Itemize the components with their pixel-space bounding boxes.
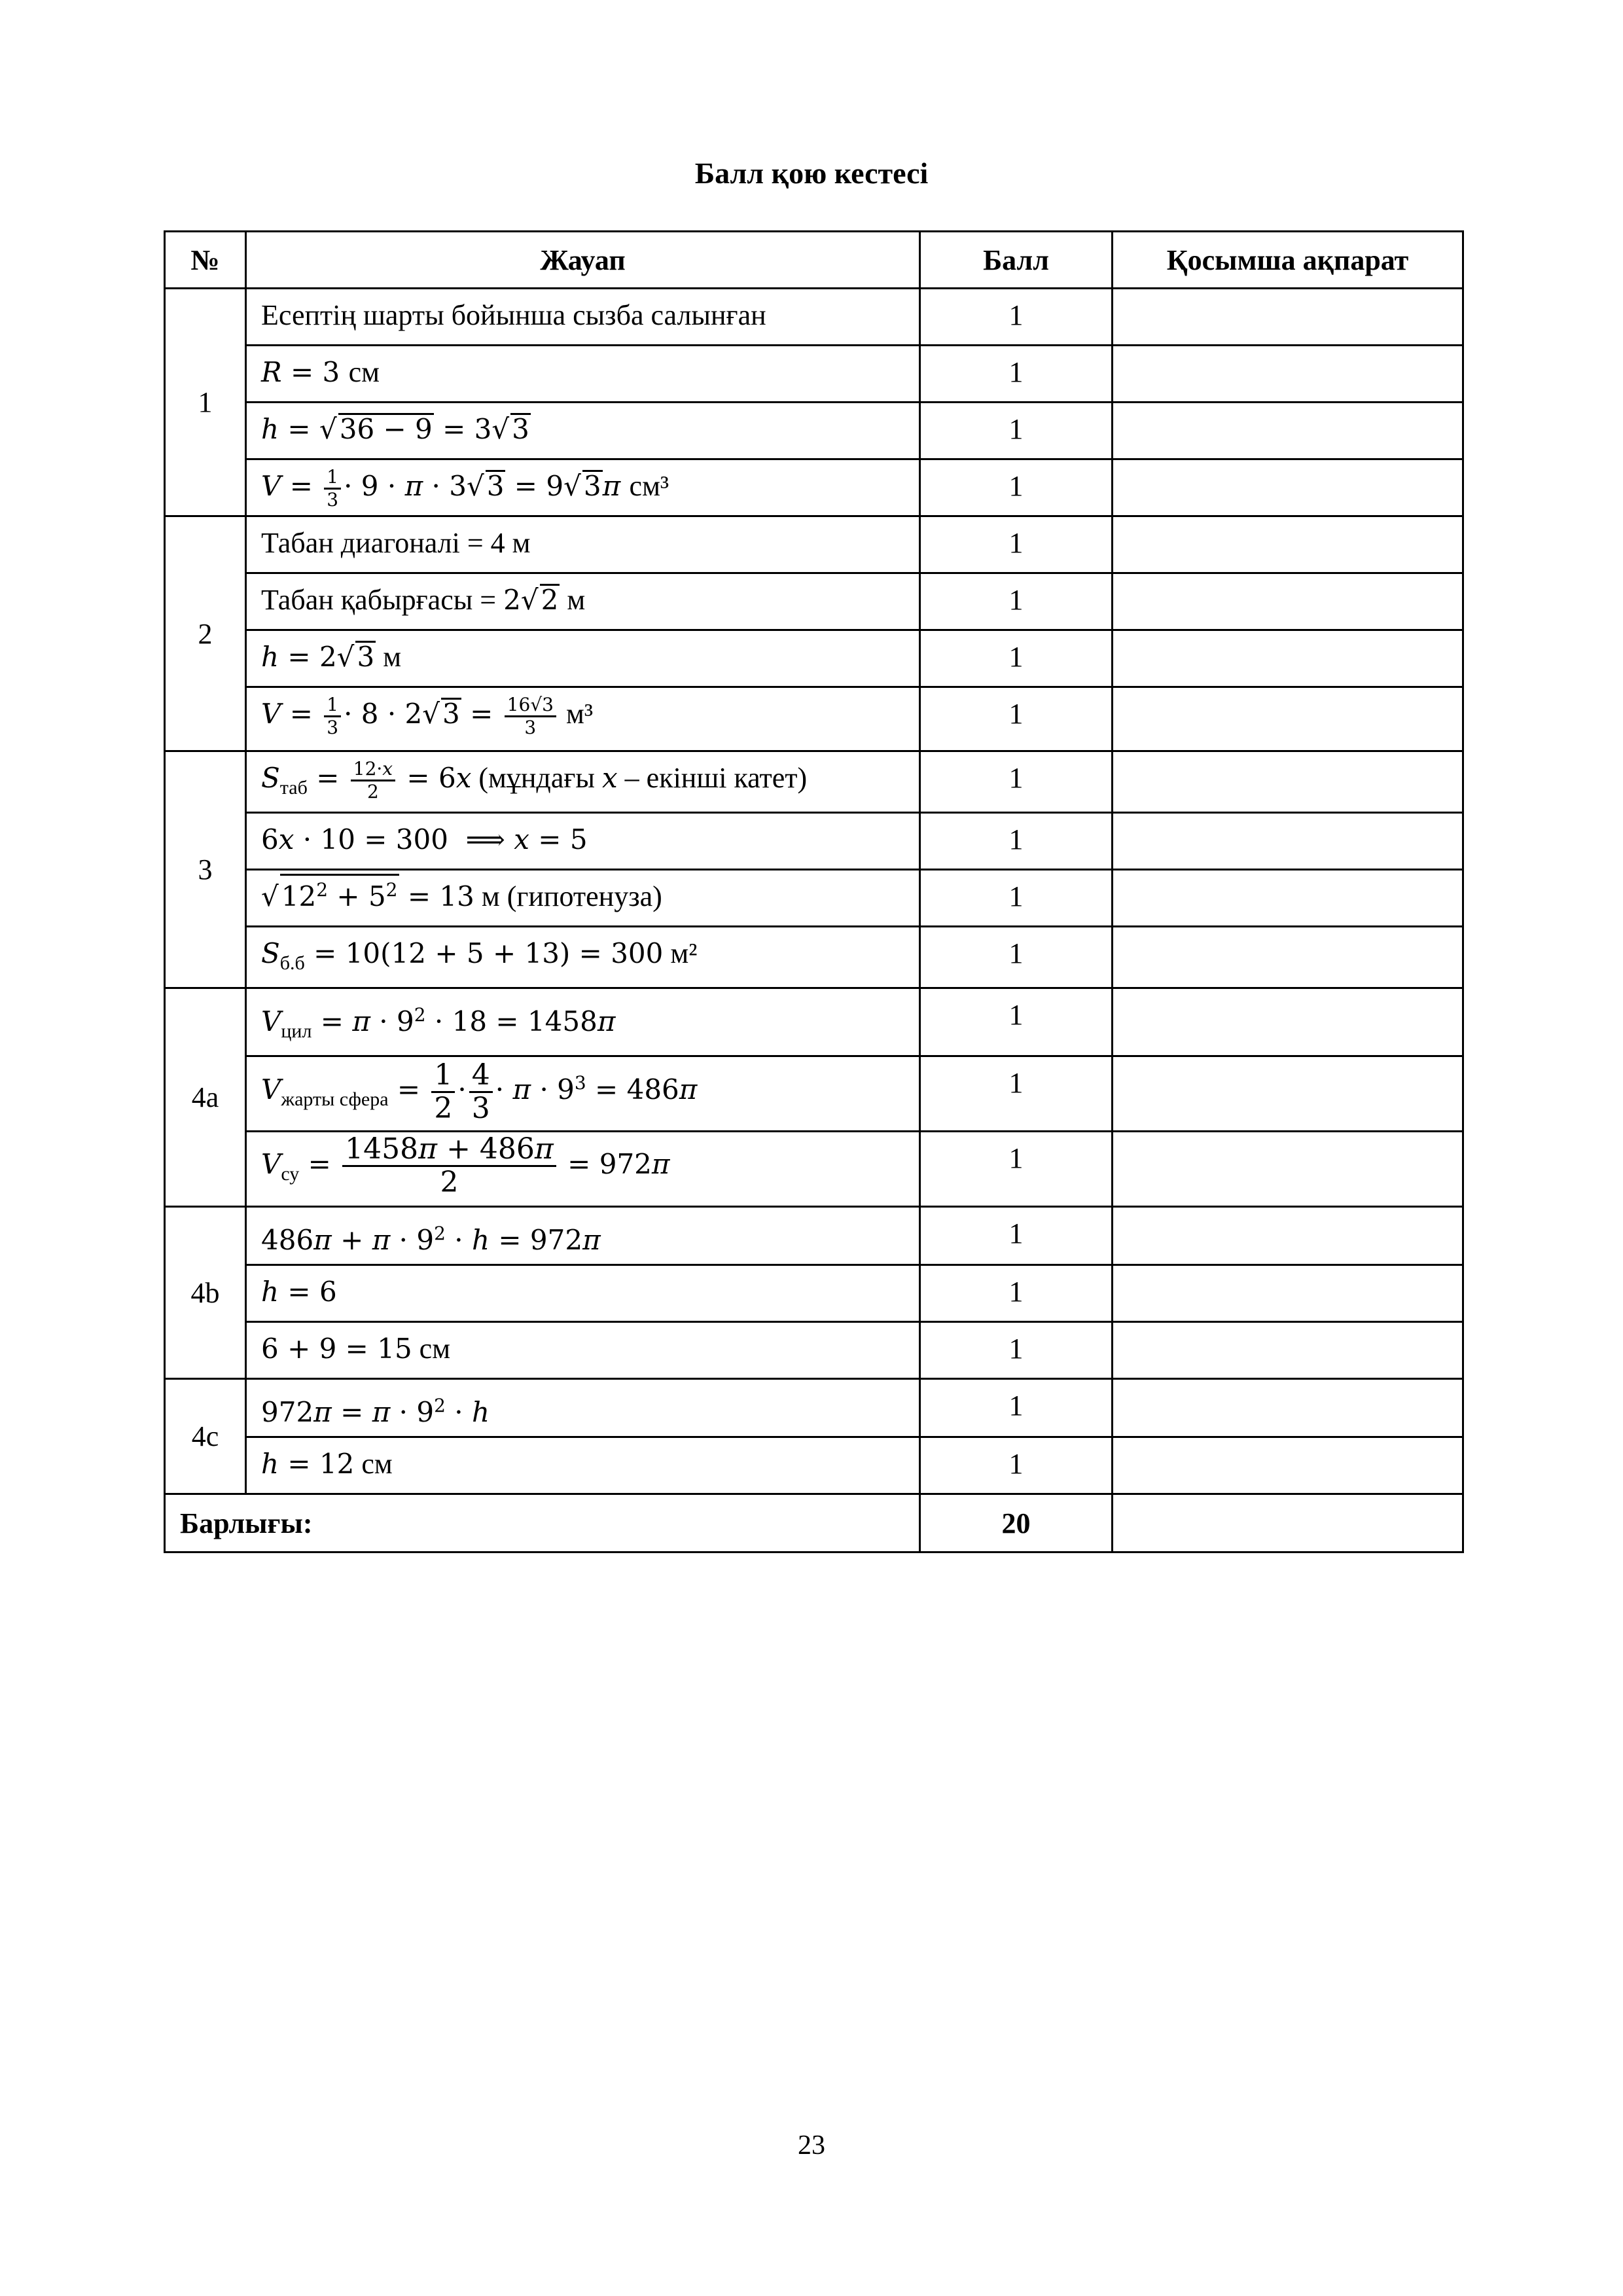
info-cell [1113,1437,1463,1494]
answer-cell: R = 3 см [246,346,920,403]
table-row [165,751,1463,813]
answer-cell: $S_{б.б} = 10(12 + 5 + 13) = 300$ м² [246,927,920,988]
score-cell: 1 [920,988,1113,1056]
answer-cell: $V_{цил} = \pi \cdot 9^2 \cdot 18 = 1458\pi$ [246,988,920,1056]
table-row [165,403,1463,459]
task-number: 2 [165,516,246,751]
task-number: 4b [165,1207,246,1379]
score-cell: 1 [920,346,1113,403]
info-cell [1113,1379,1463,1437]
info-cell [1113,751,1463,813]
score-cell: 1 [920,1132,1113,1207]
task-number: 3 [165,751,246,988]
score-cell: 1 [920,1437,1113,1494]
answer-cell: h = 2√3 м [246,630,920,687]
score-cell: 1 [920,1207,1113,1265]
header-score: Балл [920,232,1113,289]
score-cell: 1 [920,751,1113,813]
answer-cell: h = √36 − 9 = 3√3 [246,403,920,459]
task-number: 4a [165,988,246,1207]
answer-cell: V = $\frac{1}{3}$ · 9 · π · 3√3 = 9√3π см³ [246,459,920,516]
total-label: Барлығы: [165,1494,920,1552]
score-cell: 1 [920,630,1113,687]
info-cell [1113,573,1463,630]
info-cell [1113,870,1463,927]
header-answer: Жауап [246,232,920,289]
page-title: Балл қою кестесі [694,156,929,190]
score-cell: 1 [920,289,1113,346]
score-cell: 1 [920,927,1113,988]
answer-cell: Табан диагоналі = 4 м [246,516,920,573]
table-row [165,870,1463,927]
answer-cell: $486\pi + \pi \cdot 9^2 \cdot h = 972\pi$ [246,1207,920,1265]
info-cell [1113,403,1463,459]
table-row [165,1265,1463,1322]
info-cell [1113,813,1463,870]
answer-cell: h = 12 см [246,1437,920,1494]
table-row [165,927,1463,988]
table-row [165,516,1463,573]
task-number: 4c [165,1379,246,1494]
table-row [165,459,1463,516]
score-table [164,230,1464,1553]
answer-cell: 6 + 9 = 15 см [246,1322,920,1379]
score-cell: 1 [920,1265,1113,1322]
table-row [165,1379,1463,1437]
table-row [165,813,1463,870]
answer-cell: Табан қабырғасы = 2√2 м [246,573,920,630]
table-row [165,573,1463,630]
score-cell: 1 [920,687,1113,751]
answer-cell: V = $\frac{1}{3}$ · 8 · 2√3 = $\frac{16√3}{3}$ м³ [246,687,920,751]
total-row [165,1494,1463,1552]
table-row [165,1207,1463,1265]
answer-cell: 6x · 10 = 300 ⟹ x = 5 [246,813,920,870]
answer-cell: $972\pi = \pi \cdot 9^2 \cdot h$ [246,1379,920,1437]
task-number: 1 [165,289,246,516]
table-row [165,1437,1463,1494]
info-cell [1113,927,1463,988]
header-no: № [165,232,246,289]
score-cell: 1 [920,459,1113,516]
answer-cell: $V_{су}$ = $\frac{1458\pi + 486\pi}{2}$ = 972π [246,1132,920,1207]
header-info: Қосымша ақпарат [1113,232,1463,289]
score-cell: 1 [920,813,1113,870]
page-number: 23 [798,2130,825,2161]
info-cell [1113,630,1463,687]
info-cell [1113,687,1463,751]
table-row [165,630,1463,687]
table-row [165,988,1463,1056]
info-cell [1113,1265,1463,1322]
table-row [165,1322,1463,1379]
info-cell [1113,988,1463,1056]
table-row [165,1132,1463,1207]
answer-cell: Есептің шарты бойынша сызба салынған [246,289,920,346]
score-cell: 1 [920,573,1113,630]
answer-cell: $V_{жарты сфера}$ = $\frac{1}{2}$ · $\frac{4}{3}$ · $\pi \cdot 9^3 = 486\pi$ [246,1056,920,1132]
score-cell: 1 [920,1056,1113,1132]
total-value: 20 [920,1494,1113,1552]
table-row [165,289,1463,346]
info-cell [1113,289,1463,346]
table-row [165,687,1463,751]
table-header-row [165,232,1463,289]
info-cell [1113,346,1463,403]
score-cell: 1 [920,870,1113,927]
score-cell: 1 [920,516,1113,573]
answer-cell: $S_{таб}$ = $\frac{12\cdot x}{2}$ = 6x (мұндағы x – екінші катет) [246,751,920,813]
answer-cell: h = 6 [246,1265,920,1322]
info-cell [1113,1056,1463,1132]
info-cell [1113,516,1463,573]
info-cell [1113,1494,1463,1552]
info-cell [1113,1132,1463,1207]
table-row [165,1056,1463,1132]
info-cell [1113,1322,1463,1379]
table-row [165,346,1463,403]
info-cell [1113,1207,1463,1265]
score-cell: 1 [920,1379,1113,1437]
answer-cell: $√12^2 + 5^2 = 13$ м (гипотенуза) [246,870,920,927]
score-cell: 1 [920,1322,1113,1379]
score-cell: 1 [920,403,1113,459]
info-cell [1113,459,1463,516]
